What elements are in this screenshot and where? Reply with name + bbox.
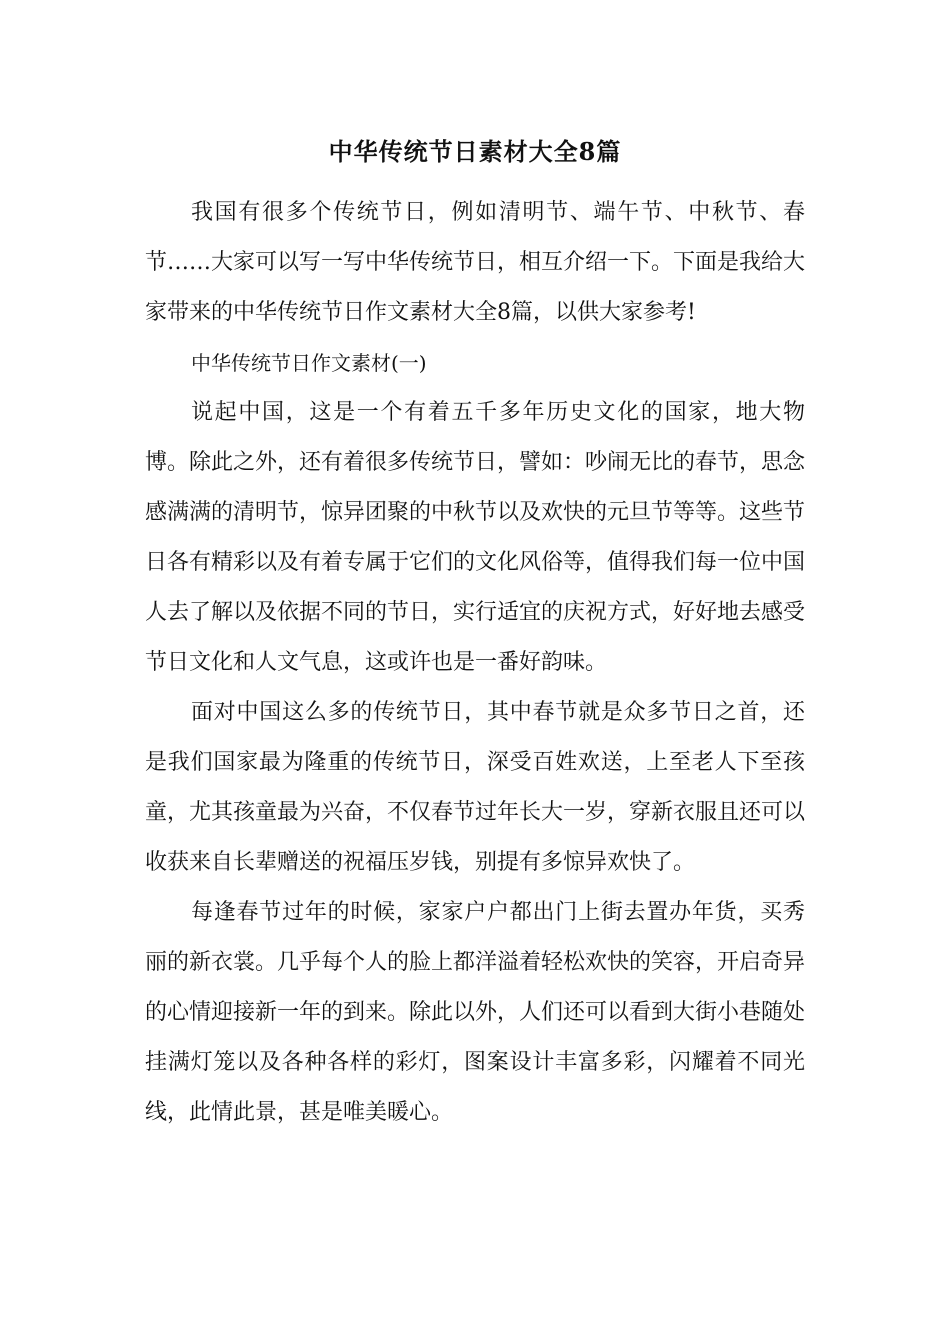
document-title: 中华传统节日素材大全8篇 [328, 137, 622, 166]
body-paragraph-1: 说起中国，这是一个有着五千多年历史文化的国家，地大物博。除此之外，还有着很多传统节日，譬如：吵闹无比的春节，思念感满满的清明节，惊异团聚的中秋节以及欢快的元旦节等等。这些节日各有精彩以及有着专属于它们的文化风俗等，值得我们每一位中国人去了解以及依据不同的节日，实行适宜的庆祝方式，好好地去感受节日文化和人文气息，这或许也是一番好韵味。 [145, 400, 806, 675]
body-paragraph-2: 面对中国这么多的传统节日，其中春节就是众多节日之首，还是我们国家最为隆重的传统节日，深受百姓欢送，上至老人下至孩童，尤其孩童最为兴奋，不仅春节过年长大一岁，穿新衣服且还可以收获来自长辈赠送的祝福压岁钱，别提有多惊异欢快了。 [145, 700, 806, 875]
section-heading: 中华传统节日作文素材(一) [191, 351, 427, 375]
intro-paragraph: 我国有很多个传统节日，例如清明节、端午节、中秋节、春节……大家可以写一写中华传统节日，相互介绍一下。下面是我给大家带来的中华传统节日作文素材大全8篇，以供大家参考! [145, 200, 806, 325]
body-paragraph-3: 每逢春节过年的时候，家家户户都出门上街去置办年货，买秀丽的新衣裳。几乎每个人的脸上都洋溢着轻松欢快的笑容，开启奇异的心情迎接新一年的到来。除此以外，人们还可以看到大街小巷随处挂满灯笼以及各种各样的彩灯，图案设计丰富多彩，闪耀着不同光线，此情此景，甚是唯美暖心。 [145, 900, 806, 1125]
